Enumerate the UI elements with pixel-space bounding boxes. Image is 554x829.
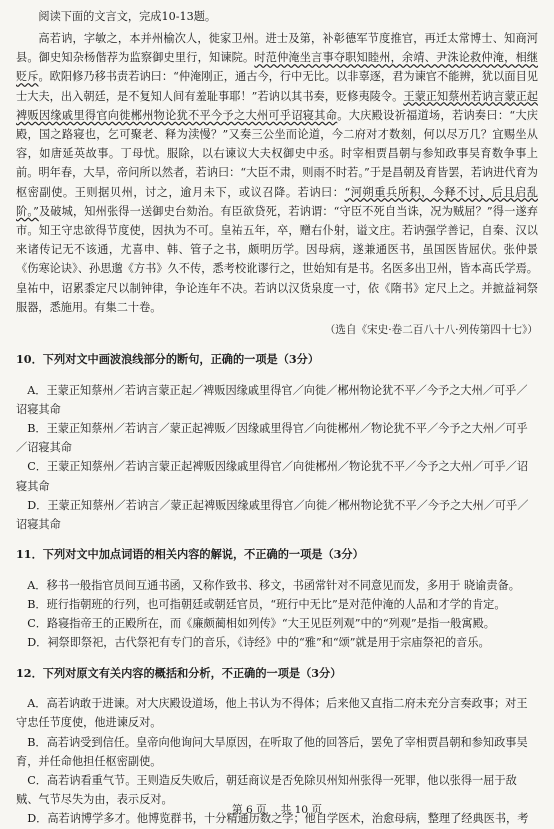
option-c: C．路寝指帝王的正殿所在，而《廉颇蔺相如列传》“大王见臣列观”中的“列观”是指一般寓殿。: [27, 617, 495, 631]
option-c: C．王蒙正知蔡州／若讷言蒙正起裨贩因缘戚里得官／向徙郴州／物论犹不平／今予之大州／可乎／诏寝其命: [16, 460, 529, 493]
question-stem: 12．下列对原文有关内容的概括和分析，不正确的一项是（3分）: [16, 665, 342, 680]
wavy-underlined-text: “河朔重兵所积，今释不讨，后且启乱阶。”: [16, 185, 538, 218]
wavy-underlined-text: 王蒙正知蔡州若讷言蒙正起裨贩因缘戚里得官向徙郴州物论犹不平今予之大州可乎诏寝其命: [16, 89, 538, 122]
option-c: C．高若讷看重气节。王则造反失败后，朝廷商议是否免除贝州知州张得一死罪，他以张得一屈于敌贼、气节尽失为由，表示反对。: [16, 774, 517, 807]
option-a: A．王蒙正知蔡州／若讷言蒙正起／裨贩因缘戚里得官／向徙／郴州物论犹不平／今予之大州／可乎／诏寝其命: [16, 383, 528, 416]
question-stem: 10．下列对文中画波浪线部分的断句，正确的一项是（3分）: [16, 352, 320, 367]
option-b: B．高若讷受到信任。皇帝向他询问大旱原因，在听取了他的回答后，罢免了宰相贾昌朝和参知政事吴育，并任命他担任枢密副使。: [16, 735, 528, 768]
passage-part: 高若讷，字敏之，本并州榆次人，徙家卫州。进士及第，补彰德军节度推官，再迁太常博士、知商河县。御史知杂杨偕荐为监察御史里行，知谏院。: [16, 32, 538, 65]
passage-part: 及破城，知州张得一送御史台劾治。有臣欲贷死，若讷谓：“守臣不死自当诛，况为贼屈？”得一遂弃市。知王守忠欲得节度使，因执为不可。皇祐五年，卒，赠右仆射，谥文庄。若讷强学善记，自秦、汉以来诸传记无不该通，尤喜申、韩、管子之书，颇明历学。因母病，遂兼通医书，虽国医皆屈伏。张仲景《伤寒论诀》、孙思邈《方书》久不传，悉考校讹谬行之，世始知有是书。名医多出卫州，皆本高氏学焉。皇祐中，诏累黍定尺以制钟律，争论连年不决。若讷以汉货泉度一寸，依《隋书》定尺上之。并摭益祠祭服器，悉施用。有集二十卷。: [16, 204, 538, 314]
instruction: 阅读下面的文言文，完成10-13题。: [38, 10, 217, 23]
option-b: B．王蒙正知蔡州／若讷言／蒙正起裨贩／因缘戚里得官／向徙郴州／物论犹不平／今予之大州／可乎／诏寝其命: [16, 422, 528, 455]
question-11: [16, 545, 538, 652]
passage-part: 。欧阳修乃移书责若讷曰：“仲淹刚正，通古今，行中无比。以非辜逐，君为谏官不能辨，犹以面目见士大夫，出入朝廷，是不复知人间有羞耻事耶！”若讷以其书奏，贬修夷陵令。: [16, 70, 538, 103]
wavy-underlined-text: 时范仲淹坐言事夺职知睦州，余靖、尹洙论救仲淹，相继贬斥: [16, 51, 538, 84]
option-a: A．高若讷敢于进谏。对大庆殿设道场，他上书认为不得体；后来他又直指二府未充分言奏政事；对王守忠任节度使，他进谏反对。: [16, 697, 528, 730]
option-a: A．移书一般指官员间互通书函，又称作致书、移文，书函常针对不同意见而发，多用于 晓谕责备。: [27, 578, 520, 592]
passage-part: 。大庆殿设祈福道场，若讷奏曰：“大庆殿，国之路寝也，乞可聚老、释为渎慢？”又奏三公坐而论道，今二府对才数刻，何以尽万几？宜赐坐从容，如唐延英故事。丁母忧。服除，以右谏议大夫权御史中丞。时宰相贾昌朝与参知政事吴育数争事上前。明年春，大旱，帝问所以然者，若讷曰：“大臣不肃，则雨不时若。”于是昌朝及育皆罢，若讷进代育为枢密副使。王则据贝州，讨之，逾月未下，或议召降。若讷曰：: [16, 108, 538, 199]
question-stem: 11．下列对文中加点词语的相关内容的解说，不正确的一项是（3分）: [16, 547, 364, 562]
option-d: D．高若讷博学多才。他博览群书，十分精通历数之学；他自学医术，治愈母病，整理了经典医书，考: [27, 812, 529, 826]
question-10: [16, 350, 538, 534]
page-footer: 第 6 页 共 10 页: [231, 804, 323, 816]
option-d: D．祠祭即祭祀，古代祭祀有专门的音乐，《诗经》中的“雅”和“颂”就是用于宗庙祭祀的音乐。: [27, 636, 490, 650]
source-citation: （选自《宋史·卷二百八十八·列传第四十七》）: [324, 324, 538, 337]
option-d: D．王蒙正知蔡州／若讷言／蒙正起裨贩因缘戚里得官／向徙／郴州物论犹不平／今予之大州／可乎／诏寝其命: [16, 498, 529, 532]
option-b: B．班行指朝班的行列，也可指朝廷或朝廷官员，“班行中无比”是对范仲淹的人品和才学的肯定。: [27, 598, 506, 612]
exam-page: [16, 8, 538, 829]
passage-text: [16, 29, 538, 317]
